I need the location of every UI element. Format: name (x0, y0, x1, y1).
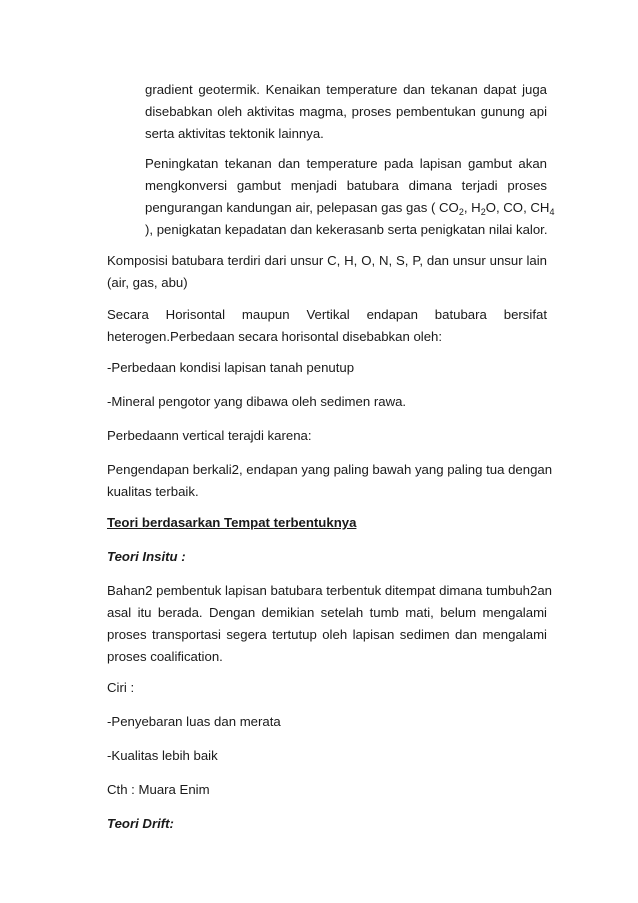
text-line: gradient geotermik. Kenaikan temperature dan tekanan dapat juga (145, 82, 547, 97)
text-line: ), penigkatan kepadatan dan kekerasanb serta penigkatan nilai kalor. (145, 222, 548, 237)
list-item: -Penyebaran luas dan merata (107, 714, 281, 729)
section-heading-text: Teori berdasarkan Tempat terbentuknya (107, 515, 357, 530)
list-item: -Perbedaan kondisi lapisan tanah penutup (107, 360, 355, 375)
drift-heading-text: Teori Drift: (107, 816, 174, 831)
text-line: serta aktivitas tektonik lainnya. (145, 126, 324, 141)
paragraph-secara-horisontal (107, 304, 547, 348)
text-segment: pengurangan kandungan air, pelepasan gas gas ( CO (145, 200, 459, 215)
paragraph-gradient-geotermik (145, 79, 547, 145)
text-line: (air, gas, abu) (107, 275, 188, 290)
example-text: Cth : Muara Enim (107, 782, 210, 797)
text-segment: O, CO, CH (485, 200, 550, 215)
list-item: -Mineral pengotor yang dibawa oleh sedimen rawa. (107, 394, 407, 409)
text-line: Komposisi batubara terdiri dari unsur C, H, O, N, S, P, dan unsur unsur lain (107, 253, 547, 268)
text-line: Pengendapan berkali2, endapan yang paling bawah yang paling tua dengan (107, 462, 553, 477)
drift-heading (107, 813, 547, 835)
subscript: 2 (458, 207, 464, 217)
text-line: Peningkatan tekanan dan temperature pada lapisan gambut akan (145, 156, 547, 171)
section-heading (107, 512, 547, 534)
subscript: 2 (480, 207, 486, 217)
paragraph-pengendapan (107, 459, 553, 503)
paragraph-insitu (107, 580, 553, 668)
ciri-label: Ciri : (107, 680, 135, 695)
text-segment: , H (463, 200, 481, 215)
subscript: 4 (549, 207, 555, 217)
text-line-with-formulas (145, 197, 555, 219)
insitu-heading-text: Teori Insitu : (107, 549, 186, 564)
list-item: -Kualitas lebih baik (107, 748, 218, 763)
text-line: asal itu berada. Dengan demikian setelah tumb mati, belum mengalami (107, 605, 547, 620)
text-line: heterogen.Perbedaan secara horisontal disebabkan oleh: (107, 329, 443, 344)
paragraph-komposisi (107, 250, 547, 294)
text-line: Bahan2 pembentuk lapisan batubara terbentuk ditempat dimana tumbuh2an (107, 583, 553, 598)
text-line: kualitas terbaik. (107, 484, 199, 499)
text-line: proses coalification. (107, 649, 223, 664)
text-line: disebabkan oleh aktivitas magma, proses pembentukan gunung api (145, 104, 547, 119)
text-line: Secara Horisontal maupun Vertikal endapan batubara bersifat (107, 307, 547, 322)
insitu-heading (107, 546, 547, 568)
text-line: proses transportasi segera tertutup oleh lapisan sedimen dan mengalami (107, 627, 547, 642)
text-line: mengkonversi gambut menjadi batubara dimana terjadi proses (145, 178, 547, 193)
paragraph-vertical-intro: Perbedaann vertical terajdi karena: (107, 428, 312, 443)
paragraph-peningkatan-tekanan (145, 153, 555, 241)
